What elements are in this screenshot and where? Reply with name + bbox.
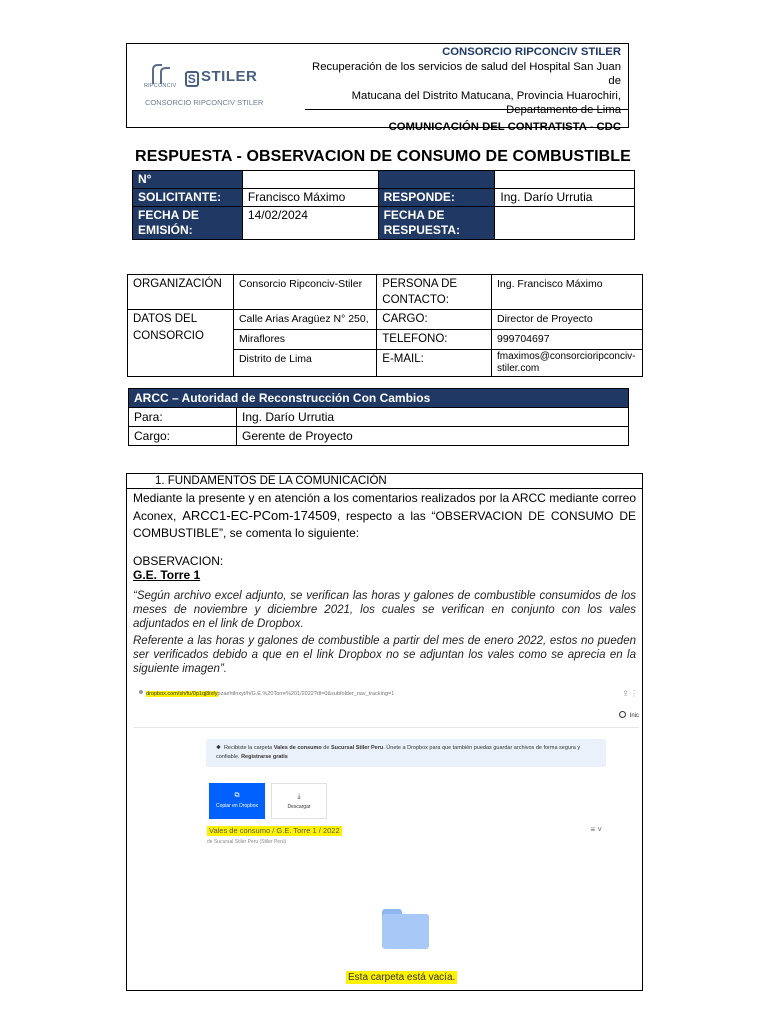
intro-paragraph: Mediante la presente y en atención a los comentarios realizados por la ARCC mediante correo Aconex, ARCC1-EC-PCom-174509, respecto a las “OBSERVACION DE CONSUMO DE COMBUSTIBLE”, se comenta lo siguiente: <box>133 491 636 540</box>
para-label: Para: <box>129 408 237 427</box>
quote-paragraph-1: “Según archivo excel adjunto, se verifican las horas y galones de combustible consumidos de los meses de noviembre y diciembre 2021, los cuales se verifican en conjunto con los vales adjuntados en el link de Dropbox. <box>133 590 636 630</box>
dropbox-icon: ❖ <box>216 745 221 751</box>
empty-folder-icon <box>382 909 429 949</box>
empty-folder-text: Esta carpeta está vacía. <box>348 972 456 983</box>
logo-small-text: RIPCONCIV <box>144 83 177 89</box>
info-table <box>132 170 635 240</box>
header-divider <box>305 109 628 110</box>
cargo-label: CARGO: <box>377 310 492 330</box>
n-value <box>242 171 378 189</box>
browser-address-bar <box>134 687 639 701</box>
user-icon <box>619 711 626 718</box>
copy-icon: ⧉ <box>234 792 240 799</box>
telefono-value: 999704697 <box>491 330 642 350</box>
responde-value: Ing. Darío Urrutia <box>495 189 635 207</box>
project-line-2: Matucana del Distrito Matucana, Provincia Huarochiri, <box>351 89 621 102</box>
address-line-3: Distrito de Lima <box>233 350 376 377</box>
logo-caption: CONSORCIO RIPCONCIV STILER <box>145 98 264 107</box>
observation-label: OBSERVACION: <box>133 554 224 568</box>
url-rest: pzaehtlnxyt/h/G.E.%20Torre%201/2022?dl=0&subfolder_nav_tracking=1 <box>217 691 395 697</box>
persona-contacto-value: Ing. Francisco Máximo <box>491 275 642 310</box>
organization-table <box>127 274 643 377</box>
folder-owner: de Sucursal Stiler Peru (Stiler Perú) <box>207 839 287 845</box>
document-type: COMUNICACIÓN DEL CONTRATISTA - CDC <box>388 120 621 133</box>
email-value: fmaximos@consorcioripconciv- stiler.com <box>491 350 642 377</box>
download-button: ⤓ Descargar <box>271 783 327 819</box>
fecha-respuesta-label: FECHA DE RESPUESTA: <box>378 207 495 240</box>
more-icon: ⋮ <box>630 689 638 698</box>
solicitante-label: SOLICITANTE: <box>133 189 243 207</box>
organizacion-value: Consorcio Ripconciv-Stiler <box>233 275 376 310</box>
aconex-code: ARCC1-EC-PCom-174509 <box>182 508 337 523</box>
address-line-2: Miraflores <box>233 330 376 350</box>
login-link: Inic <box>619 711 639 719</box>
cargo-arcc-value: Gerente de Proyecto <box>237 427 629 446</box>
observation-subject: G.E. Torre 1 <box>133 568 201 582</box>
screenshot-divider <box>134 727 639 728</box>
dropbox-screenshot <box>134 687 639 987</box>
document-header <box>126 43 629 133</box>
view-menu-icon: ≡ ˅ <box>590 825 602 834</box>
arcc-header: ARCC – Autoridad de Reconstrucción Con Cambios <box>129 389 629 408</box>
n-label: N° <box>133 171 243 189</box>
persona-contacto-label: PERSONA DE CONTACTO: <box>377 275 492 310</box>
fundamentos-section <box>126 473 643 991</box>
project-line-3: Departamento de Lima <box>506 104 621 116</box>
responde-label: RESPONDE: <box>378 189 495 207</box>
url-highlight: dropbox.com/sh/fu/0p1qj8ixfy <box>146 691 218 697</box>
email-label: E-MAIL: <box>377 350 492 377</box>
company-logos <box>143 56 303 116</box>
logo-brand-text: STILER <box>201 68 258 85</box>
company-name: CONSORCIO RIPCONCIV STILER <box>442 46 621 58</box>
download-icon: ⤓ <box>297 793 301 800</box>
solicitante-value: Francisco Máximo <box>242 189 378 207</box>
site-info-icon <box>139 690 143 694</box>
document-title: RESPUESTA - OBSERVACION DE CONSUMO DE COMBUSTIBLE <box>135 148 631 165</box>
para-value: Ing. Darío Urrutia <box>237 408 629 427</box>
address-line-1: Calle Arias Aragüez N° 250, <box>233 310 376 330</box>
quote-paragraph-2: Referente a las horas y galones de combustible a partir del mes de enero 2022, estos no pueden ser verificados debido a que en el link Dropbox no se adjuntan los vales como se aprecia en la siguiente imagen”. <box>133 635 636 675</box>
section-heading: 1. FUNDAMENTOS DE LA COMUNICACIÓN <box>127 474 642 489</box>
organizacion-label: ORGANIZACIÓN <box>128 275 234 310</box>
section-body <box>133 490 636 676</box>
telefono-label: TELEFONO: <box>377 330 492 350</box>
arcc-table <box>128 388 629 446</box>
header-info <box>301 45 621 134</box>
fecha-emision-value: 14/02/2024 <box>242 207 378 240</box>
share-icon: ⇪ <box>622 689 629 698</box>
fecha-emision-label: FECHA DE EMISIÓN: <box>133 207 243 240</box>
copy-to-dropbox-button: ⧉ Copiar en Dropbox <box>209 783 265 819</box>
stiler-s-icon: S <box>185 71 199 87</box>
datos-consorcio-label: DATOS DEL CONSORCIO <box>128 310 234 377</box>
folder-breadcrumb: Vales de consumo / G.E. Torre 1 / 2022 <box>209 826 340 835</box>
project-line-1: Recuperación de los servicios de salud del Hospital San Juan de <box>312 60 621 87</box>
stiler-logo <box>185 68 257 87</box>
cargo-value: Director de Proyecto <box>491 310 642 330</box>
cargo-arcc-label: Cargo: <box>129 427 237 446</box>
fecha-respuesta-value <box>495 207 635 240</box>
dropbox-banner: ❖ Recibiste la carpeta Vales de consumo de Sucursal Stiler Peru. Únete a Dropbox para que también puedas guardar archivos de forma segura y confiable. Registrarse gratis <box>206 739 606 767</box>
